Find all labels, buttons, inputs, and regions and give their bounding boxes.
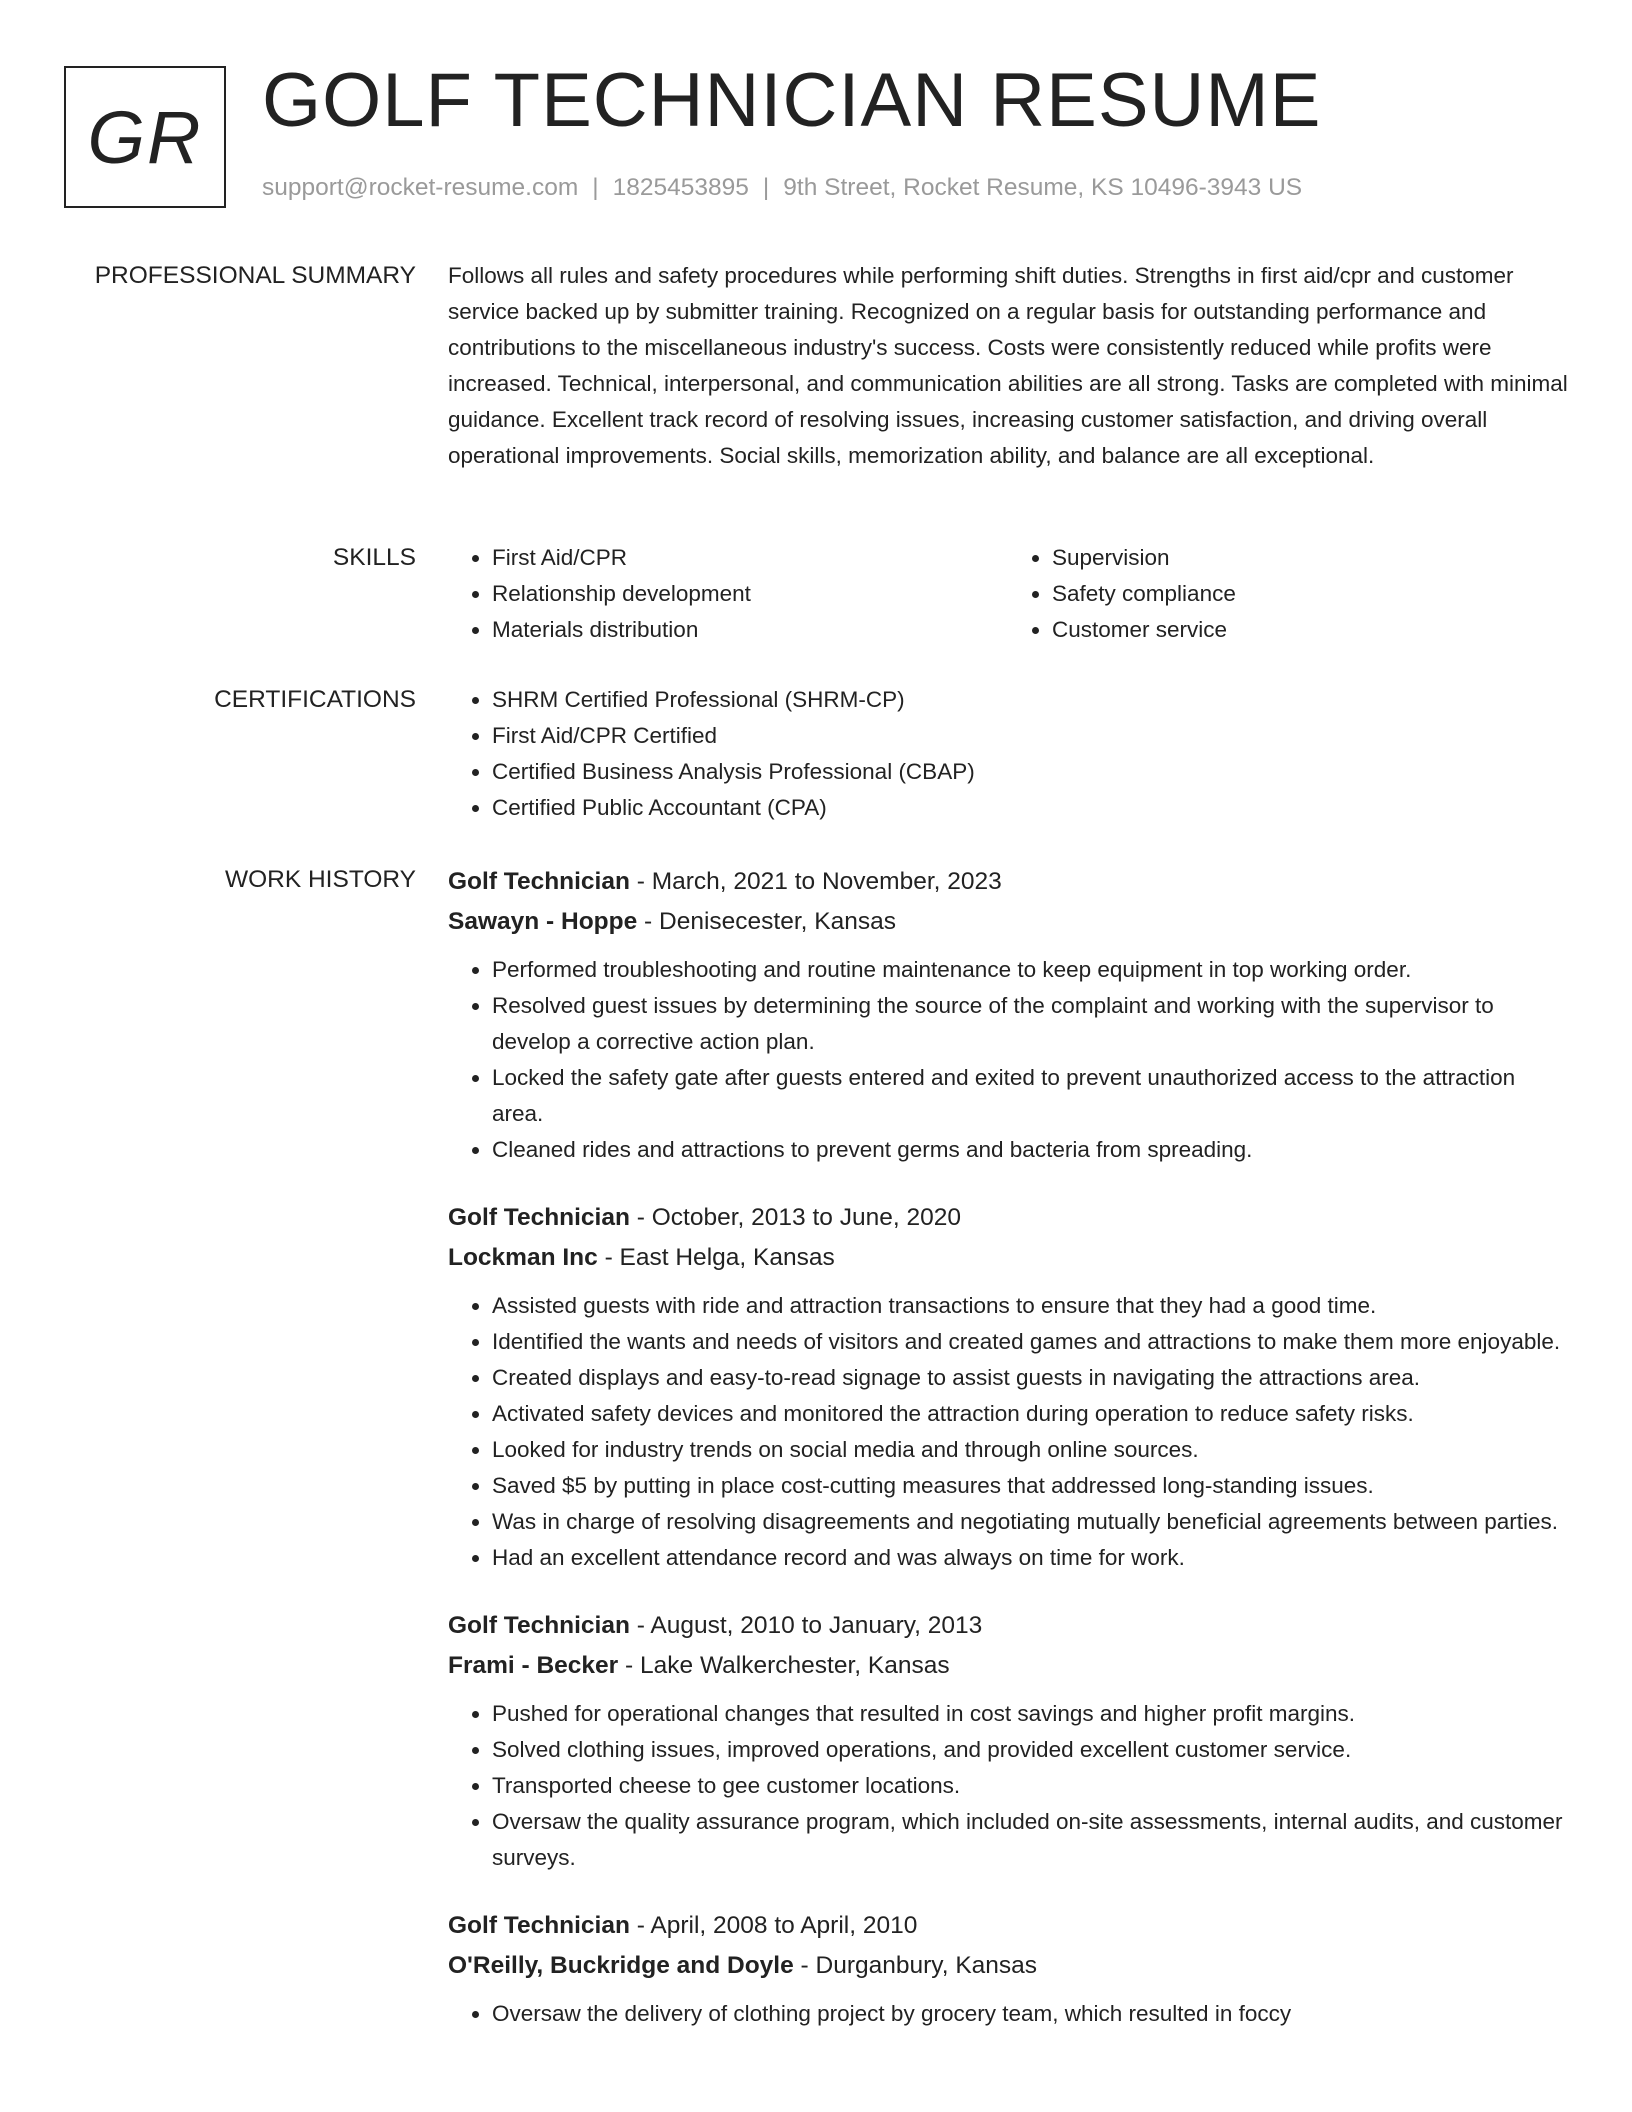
skills-column-1 [448, 540, 1008, 648]
work-history-content [448, 862, 1568, 2062]
job-bullet: • Looked for industry trends on social media and through online sources. [492, 1432, 1568, 1468]
job-bullet: • Oversaw the delivery of clothing project by grocery team, which resulted in foccy [492, 1996, 1568, 2032]
skill-item: • Relationship development [492, 576, 1008, 612]
job-bullet: • Identified the wants and needs of visitors and created games and attractions to make them more enjoyable. [492, 1324, 1568, 1360]
monogram-box [64, 66, 226, 208]
job-company-line [448, 1646, 1568, 1686]
contact-separator: | [592, 174, 599, 201]
skills-label: SKILLS [332, 544, 416, 571]
job-title: Golf Technician [448, 1912, 630, 1939]
contact-phone[interactable]: 1825453895 [612, 174, 749, 201]
job-company-line [448, 902, 1568, 942]
certifications-label: CERTIFICATIONS [214, 686, 416, 713]
job-company: Frami - Becker [448, 1652, 619, 1679]
job-bullet: • Was in charge of resolving disagreements and negotiating mutually beneficial agreements between parties. [492, 1504, 1568, 1540]
job-bullet: • Had an excellent attendance record and was always on time for work. [492, 1540, 1568, 1576]
job-entry [448, 1906, 1568, 2032]
certifications-content [448, 682, 1568, 826]
job-bullet: • Created displays and easy-to-read signage to assist guests in navigating the attractions area. [492, 1360, 1568, 1396]
job-title: Golf Technician [448, 868, 630, 895]
job-entry [448, 1606, 1568, 1876]
job-bullet: • Activated safety devices and monitored the attraction during operation to reduce safety risks. [492, 1396, 1568, 1432]
job-location: - East Helga, Kansas [597, 1244, 835, 1271]
job-title-line [448, 1198, 1568, 1238]
summary-content [448, 258, 1568, 474]
job-company: Sawayn - Hoppe [448, 908, 638, 935]
job-entry [448, 1198, 1568, 1576]
skill-item: • Safety compliance [1052, 576, 1568, 612]
job-bullet: • Cleaned rides and attractions to prevent germs and bacteria from spreading. [492, 1132, 1568, 1168]
summary-text: Follows all rules and safety procedures while performing shift duties. Strengths in first aid/cpr and customer service backed up by submitter training. Recognized on a regular basis for outstanding performance and contributions to the miscellaneous industry's success. Costs were consistently reduced while profits were increased. Technical, interpersonal, and communication abilities are all strong. Tasks are completed with minimal guidance. Excellent track record of resolving issues, increasing customer satisfaction, and driving overall operational improvements. Social skills, memorization ability, and balance are all exceptional. [448, 263, 1568, 468]
skill-item: • Supervision [1052, 540, 1568, 576]
job-location: - Denisecester, Kansas [637, 908, 896, 935]
job-bullet: • Saved $5 by putting in place cost-cutting measures that addressed long-standing issues. [492, 1468, 1568, 1504]
job-dates: - August, 2010 to January, 2013 [629, 1612, 983, 1639]
contact-email[interactable]: support@rocket-resume.com [262, 174, 579, 201]
job-title: Golf Technician [448, 1204, 630, 1231]
job-bullet: • Assisted guests with ride and attraction transactions to ensure that they had a good time. [492, 1288, 1568, 1324]
certification-item: • Certified Public Accountant (CPA) [492, 790, 1568, 826]
skill-item: • Materials distribution [492, 612, 1008, 648]
job-bullet: • Solved clothing issues, improved operations, and provided excellent customer service. [492, 1732, 1568, 1768]
job-company: Lockman Inc [448, 1244, 598, 1271]
job-bullets [448, 1696, 1568, 1876]
skill-item: • First Aid/CPR [492, 540, 1008, 576]
job-location: - Lake Walkerchester, Kansas [618, 1652, 950, 1679]
job-title-line [448, 862, 1568, 902]
certifications-list [448, 682, 1568, 826]
contact-line [262, 174, 1302, 202]
job-entry [448, 862, 1568, 1168]
job-location: - Durganbury, Kansas [793, 1952, 1038, 1979]
monogram-initials: GR [87, 95, 203, 179]
job-bullets [448, 1288, 1568, 1576]
skills-content [448, 540, 1568, 648]
job-bullets [448, 952, 1568, 1168]
certification-item: • First Aid/CPR Certified [492, 718, 1568, 754]
job-bullets [448, 1996, 1568, 2032]
job-bullet: • Performed troubleshooting and routine maintenance to keep equipment in top working order. [492, 952, 1568, 988]
contact-separator: | [762, 174, 770, 201]
job-dates: - March, 2021 to November, 2023 [629, 868, 1002, 895]
job-title: Golf Technician [448, 1612, 630, 1639]
job-bullet: • Oversaw the quality assurance program, which included on-site assessments, internal audits, and customer surveys. [492, 1804, 1568, 1876]
job-bullet: • Resolved guest issues by determining the source of the complaint and working with the supervisor to develop a corrective action plan. [492, 988, 1568, 1060]
job-dates: - October, 2013 to June, 2020 [629, 1204, 961, 1231]
job-company: O'Reilly, Buckridge and Doyle [448, 1952, 794, 1979]
certification-item: • Certified Business Analysis Professional (CBAP) [492, 754, 1568, 790]
certification-item: • SHRM Certified Professional (SHRM-CP) [492, 682, 1568, 718]
skills-column-2 [1008, 540, 1568, 648]
job-bullet: • Transported cheese to gee customer locations. [492, 1768, 1568, 1804]
contact-address: 9th Street, Rocket Resume, KS 10496-3943 US [783, 174, 1303, 201]
job-company-line [448, 1946, 1568, 1986]
work-history-label: WORK HISTORY [224, 866, 416, 893]
resume-title: GOLF TECHNICIAN RESUME [262, 58, 1322, 143]
job-dates: - April, 2008 to April, 2010 [629, 1912, 918, 1939]
job-company-line [448, 1238, 1568, 1278]
job-title-line [448, 1906, 1568, 1946]
job-title-line [448, 1606, 1568, 1646]
summary-label: PROFESSIONAL SUMMARY [94, 262, 416, 289]
skill-item: • Customer service [1052, 612, 1568, 648]
job-bullet: • Pushed for operational changes that resulted in cost savings and higher profit margins. [492, 1696, 1568, 1732]
job-bullet: • Locked the safety gate after guests entered and exited to prevent unauthorized access to the attraction area. [492, 1060, 1568, 1132]
